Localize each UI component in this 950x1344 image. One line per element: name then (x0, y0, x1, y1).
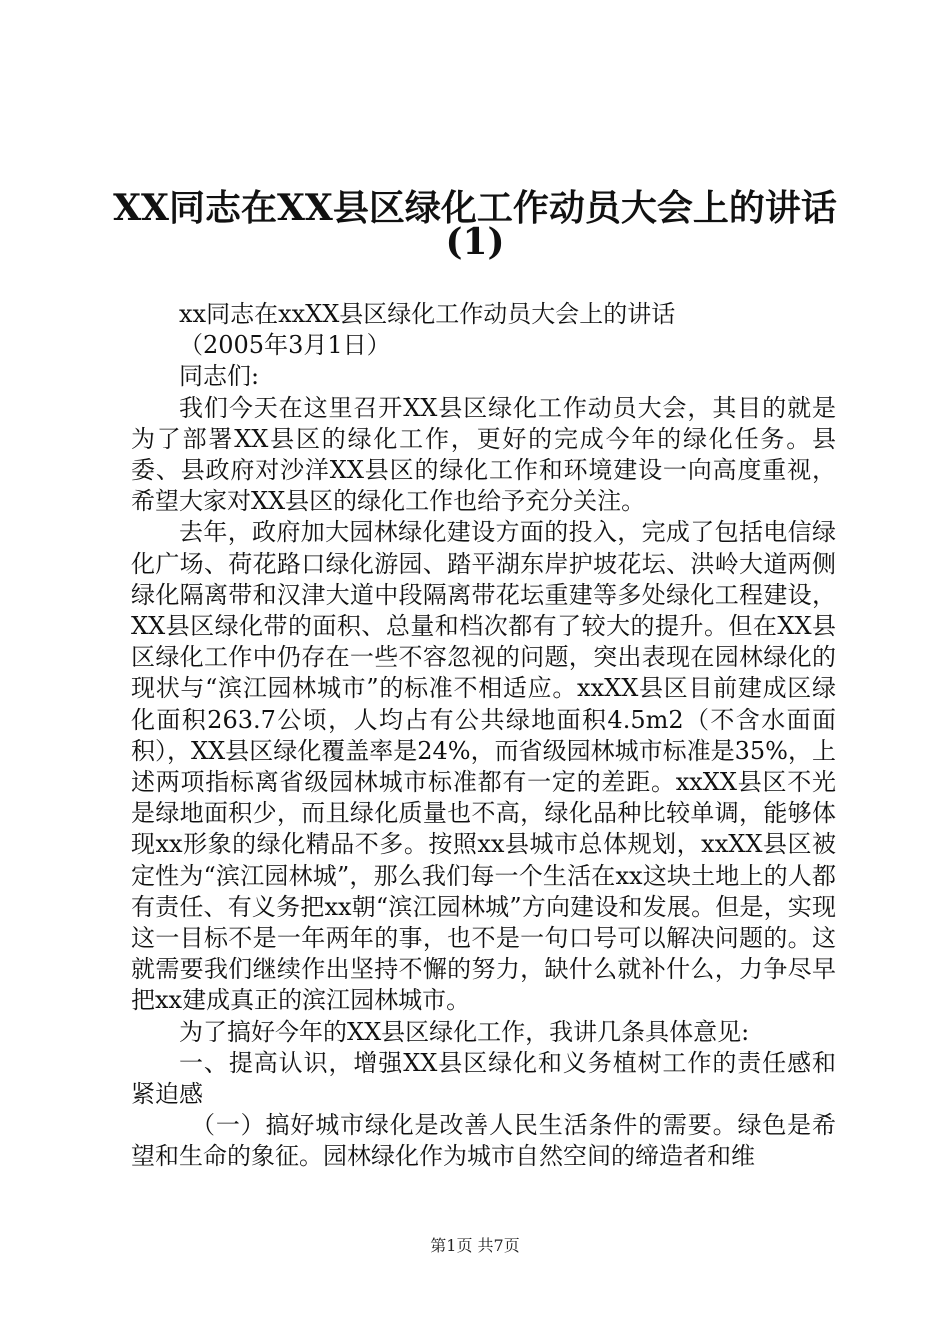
speech-heading: xx同志在xxXX县区绿化工作动员大会上的讲话 (179, 300, 676, 328)
page-number: 第1页 共7页 (430, 1236, 520, 1255)
speech-date: （2005年3月1日） (179, 331, 391, 360)
document-body (131, 299, 836, 1173)
document-title: XX同志在XX县区绿化工作动员大会上的讲话 (113, 187, 837, 229)
salutation: 同志们: (179, 362, 260, 391)
body-paragraph: （一）搞好城市绿化是改善人民生活条件的需要。绿色是希望和生命的象征。园林绿化作为城市自然空间的缔造者和维 (131, 1111, 836, 1171)
body-paragraph: 为了搞好今年的XX县区绿化工作，我讲几条具体意见: (179, 1017, 750, 1046)
body-paragraph: 我们今天在这里召开XX县区绿化工作动员大会，其目的就是为了部署XX县区的绿化工作，更好的完成今年的绿化任务。县委、县政府对沙洋XX县区的绿化工作和环境建设一向高度重视，希望大家对XX县区的绿化工作也给予充分关注。 (131, 393, 836, 516)
section-heading: 一、提高认识，增强XX县区绿化和义务植树工作的责任感和紧迫感 (131, 1048, 836, 1109)
body-paragraph: 去年，政府加大园林绿化建设方面的投入，完成了包括电信绿化广场、荷花路口绿化游园、踏平湖东岸护坡花坛、洪岭大道两侧绿化隔离带和汉津大道中段隔离带花坛重建等多处绿化工程建设，XX县区绿化带的面积、总量和档次都有了较大的提升。但在XX县区绿化工作中仍存在一些不容忽视的问题，突出表现在园林绿化的现状与“滨江园林城市”的标准不相适应。xxXX县区目前建成区绿化面积263.7公顷，人均占有公共绿地面积4.5m2（不含水面面积），XX县区绿化覆盖率是24%，而省级园林城市标准是35%，上述两项指标离省级园林城市标准都有一定的差距。xxXX县区不光是绿地面积少，而且绿化质量也不高，绿化品种比较单调，能够体现xx形象的绿化精品不多。按照xx县城市总体规划，xxXX县区被定性为“滨江园林城”，那么我们每一个生活在xx这块土地上的人都有责任、有义务把xx朝“滨江园林城”方向建设和发展。但是，实现这一目标不是一年两年的事，也不是一句口号可以解决问题的。这就需要我们继续作出坚持不懈的努力，缺什么就补什么，力争尽早把xx建成真正的滨江园林城市。 (131, 518, 836, 1015)
document-title-suffix: (1) (445, 221, 505, 263)
